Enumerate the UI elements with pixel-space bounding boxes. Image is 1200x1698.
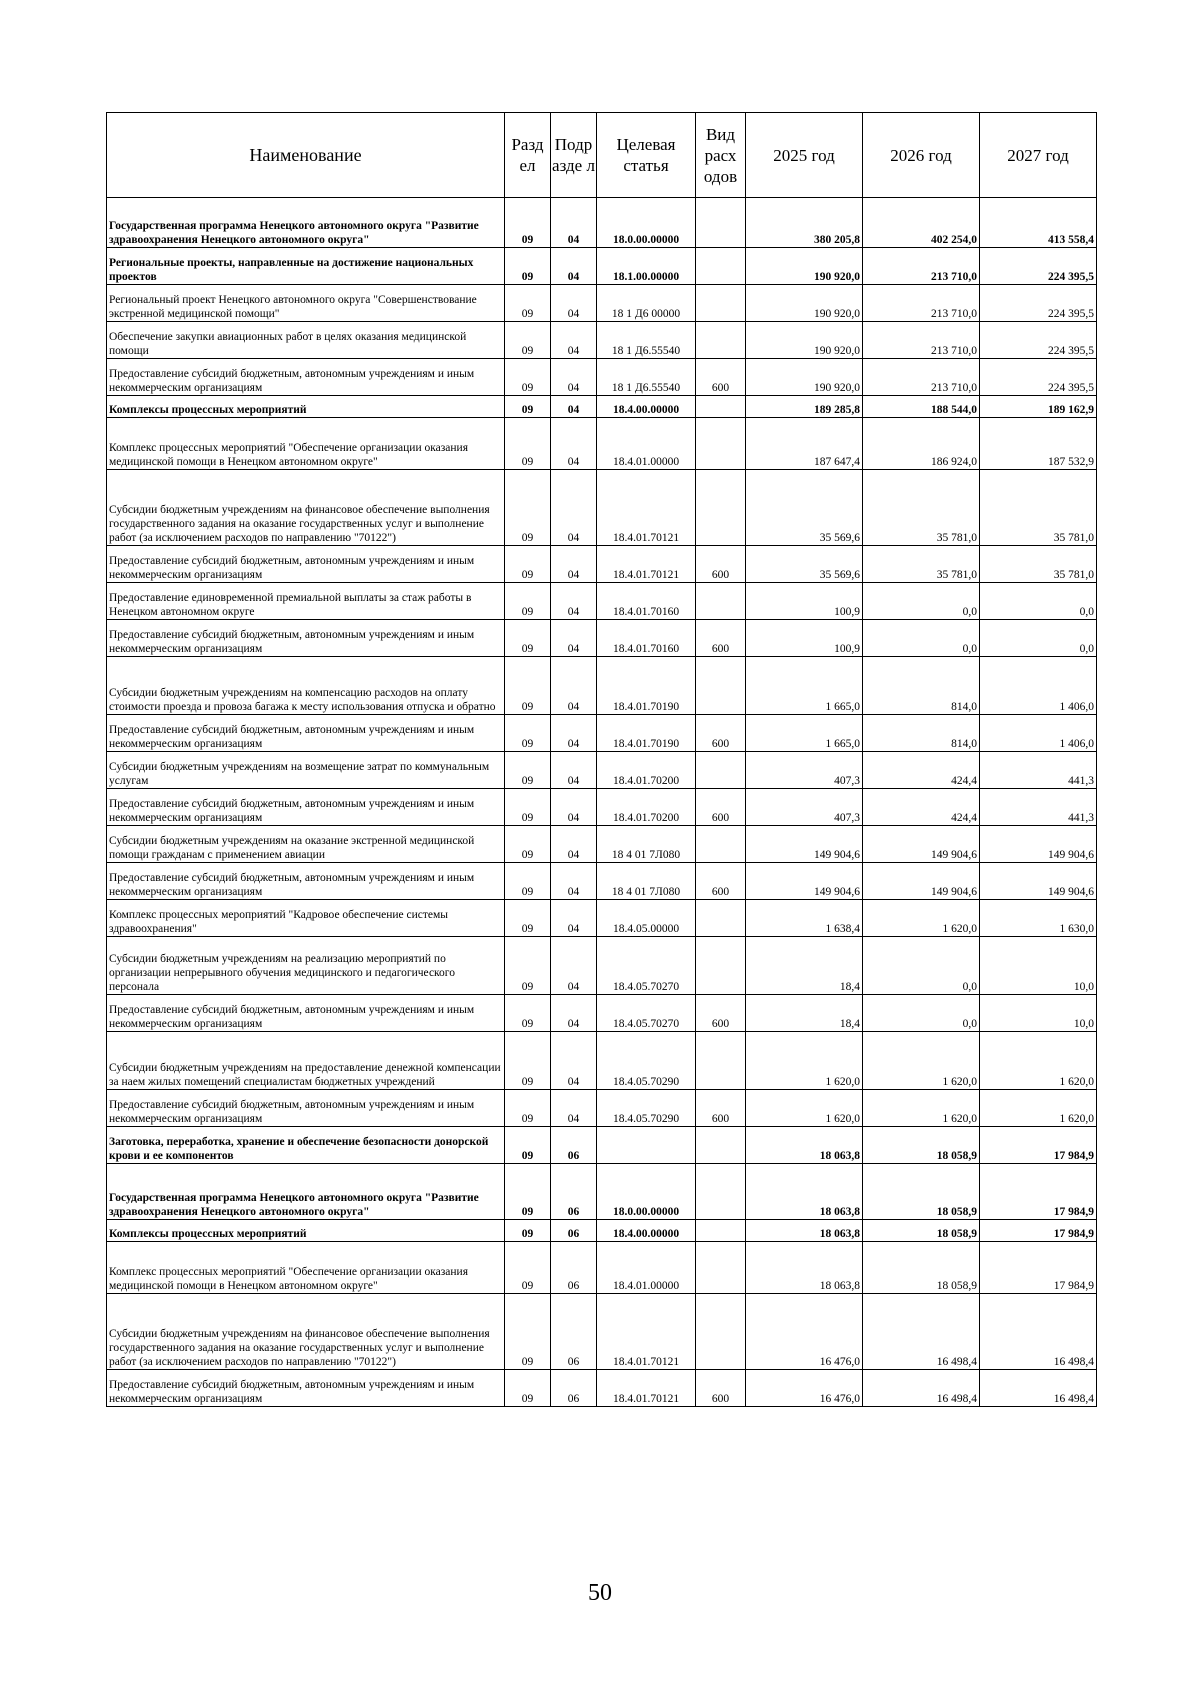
cell-name: Обеспечение закупки авиационных работ в целях оказания медицинской помощи: [107, 322, 505, 359]
cell-article: 18.4.05.00000: [597, 900, 696, 937]
cell-2027: 1 620,0: [980, 1090, 1097, 1127]
cell-section: 09: [505, 359, 551, 396]
cell-subsection: 06: [551, 1242, 597, 1294]
cell-2025: 18 063,8: [746, 1127, 863, 1164]
cell-kind: 600: [696, 1090, 746, 1127]
table-row: [107, 620, 1097, 657]
cell-article: 18.4.01.70121: [597, 546, 696, 583]
cell-kind: [696, 583, 746, 620]
cell-section: 09: [505, 863, 551, 900]
cell-kind: [696, 657, 746, 715]
cell-article: 18.4.01.70121: [597, 1294, 696, 1370]
cell-2026: 188 544,0: [863, 396, 980, 418]
cell-name: Предоставление единовременной премиальной выплаты за стаж работы в Ненецком автономном округе: [107, 583, 505, 620]
cell-name: Предоставление субсидий бюджетным, автономным учреждениям и иным некоммерческим организациям: [107, 863, 505, 900]
cell-2027: 441,3: [980, 789, 1097, 826]
cell-2027: 17 984,9: [980, 1164, 1097, 1220]
cell-subsection: 04: [551, 826, 597, 863]
cell-2025: 1 665,0: [746, 657, 863, 715]
cell-section: 09: [505, 322, 551, 359]
cell-2025: 35 569,6: [746, 546, 863, 583]
cell-kind: 600: [696, 359, 746, 396]
header-kind: Вид расх одов: [696, 113, 746, 198]
cell-subsection: 04: [551, 715, 597, 752]
cell-section: 09: [505, 1164, 551, 1220]
cell-2026: 18 058,9: [863, 1127, 980, 1164]
cell-2027: 16 498,4: [980, 1294, 1097, 1370]
cell-subsection: 04: [551, 583, 597, 620]
cell-name: Комплекс процессных мероприятий "Кадровое обеспечение системы здравоохранения": [107, 900, 505, 937]
cell-kind: 600: [696, 789, 746, 826]
cell-article: 18.4.01.70190: [597, 715, 696, 752]
cell-2027: 1 620,0: [980, 1032, 1097, 1090]
cell-section: 09: [505, 752, 551, 789]
table-row: [107, 1090, 1097, 1127]
cell-2025: 35 569,6: [746, 470, 863, 546]
cell-subsection: 04: [551, 937, 597, 995]
table-row: [107, 715, 1097, 752]
cell-2026: 213 710,0: [863, 322, 980, 359]
cell-2026: 149 904,6: [863, 826, 980, 863]
table-row: [107, 322, 1097, 359]
cell-2026: 814,0: [863, 715, 980, 752]
cell-subsection: 04: [551, 418, 597, 470]
cell-2027: 17 984,9: [980, 1127, 1097, 1164]
cell-article: 18.4.05.70290: [597, 1032, 696, 1090]
cell-kind: 600: [696, 995, 746, 1032]
cell-2027: 35 781,0: [980, 470, 1097, 546]
cell-subsection: 04: [551, 248, 597, 285]
cell-section: 09: [505, 937, 551, 995]
cell-name: Предоставление субсидий бюджетным, автономным учреждениям и иным некоммерческим организациям: [107, 1370, 505, 1407]
cell-article: 18 4 01 7Л080: [597, 826, 696, 863]
cell-2025: 149 904,6: [746, 863, 863, 900]
cell-2027: 187 532,9: [980, 418, 1097, 470]
cell-name: Субсидии бюджетным учреждениям на компенсацию расходов на оплату стоимости проезда и провоза багажа к месту использования отпуска и обратно: [107, 657, 505, 715]
cell-article: 18.4.01.70121: [597, 470, 696, 546]
cell-2026: 1 620,0: [863, 1032, 980, 1090]
cell-2025: 18 063,8: [746, 1220, 863, 1242]
cell-2025: 16 476,0: [746, 1370, 863, 1407]
cell-section: 09: [505, 900, 551, 937]
cell-2025: 190 920,0: [746, 285, 863, 322]
cell-2025: 18,4: [746, 995, 863, 1032]
table-row: [107, 396, 1097, 418]
cell-kind: [696, 248, 746, 285]
cell-2027: 17 984,9: [980, 1242, 1097, 1294]
cell-subsection: 04: [551, 470, 597, 546]
cell-2027: 0,0: [980, 620, 1097, 657]
cell-2026: 0,0: [863, 583, 980, 620]
cell-2025: 1 638,4: [746, 900, 863, 937]
cell-2025: 1 620,0: [746, 1090, 863, 1127]
cell-section: 09: [505, 418, 551, 470]
cell-section: 09: [505, 396, 551, 418]
budget-table: [106, 112, 1097, 1407]
cell-kind: [696, 1127, 746, 1164]
cell-subsection: 04: [551, 285, 597, 322]
cell-name: Предоставление субсидий бюджетным, автономным учреждениям и иным некоммерческим организациям: [107, 546, 505, 583]
cell-kind: [696, 198, 746, 248]
cell-article: 18.4.01.00000: [597, 418, 696, 470]
cell-name: Заготовка, переработка, хранение и обеспечение безопасности донорской крови и ее компонентов: [107, 1127, 505, 1164]
cell-section: 09: [505, 1294, 551, 1370]
table-row: [107, 359, 1097, 396]
cell-section: 09: [505, 285, 551, 322]
cell-subsection: 04: [551, 863, 597, 900]
cell-2027: 10,0: [980, 937, 1097, 995]
table-row: [107, 1164, 1097, 1220]
cell-article: 18.4.05.70270: [597, 995, 696, 1032]
cell-article: 18.4.01.70190: [597, 657, 696, 715]
cell-subsection: 04: [551, 995, 597, 1032]
cell-2027: 224 395,5: [980, 359, 1097, 396]
cell-2026: 35 781,0: [863, 470, 980, 546]
cell-article: 18.4.05.70270: [597, 937, 696, 995]
cell-2025: 100,9: [746, 620, 863, 657]
table-row: [107, 1242, 1097, 1294]
cell-kind: [696, 285, 746, 322]
cell-kind: [696, 1294, 746, 1370]
cell-article: 18 4 01 7Л080: [597, 863, 696, 900]
cell-section: 09: [505, 1220, 551, 1242]
cell-2025: 18 063,8: [746, 1242, 863, 1294]
cell-subsection: 06: [551, 1294, 597, 1370]
cell-2026: 814,0: [863, 657, 980, 715]
header-2026: 2026 год: [863, 113, 980, 198]
cell-kind: [696, 396, 746, 418]
cell-2027: 10,0: [980, 995, 1097, 1032]
cell-2025: 16 476,0: [746, 1294, 863, 1370]
cell-2025: 100,9: [746, 583, 863, 620]
cell-name: Предоставление субсидий бюджетным, автономным учреждениям и иным некоммерческим организациям: [107, 789, 505, 826]
cell-subsection: 04: [551, 1090, 597, 1127]
cell-article: 18.0.00.00000: [597, 198, 696, 248]
cell-subsection: 04: [551, 359, 597, 396]
header-subsection: Подр азде л: [551, 113, 597, 198]
header-name: Наименование: [107, 113, 505, 198]
table-row: [107, 752, 1097, 789]
cell-kind: [696, 937, 746, 995]
cell-2025: 190 920,0: [746, 359, 863, 396]
cell-2026: 1 620,0: [863, 1090, 980, 1127]
cell-name: Предоставление субсидий бюджетным, автономным учреждениям и иным некоммерческим организациям: [107, 715, 505, 752]
header-article: Целевая статья: [597, 113, 696, 198]
cell-section: 09: [505, 657, 551, 715]
cell-2027: 413 558,4: [980, 198, 1097, 248]
cell-name: Предоставление субсидий бюджетным, автономным учреждениям и иным некоммерческим организациям: [107, 1090, 505, 1127]
page-number: 50: [588, 1580, 612, 1606]
cell-kind: [696, 470, 746, 546]
cell-section: 09: [505, 1242, 551, 1294]
cell-section: 09: [505, 1090, 551, 1127]
cell-section: 09: [505, 248, 551, 285]
cell-2026: 35 781,0: [863, 546, 980, 583]
cell-article: 18.4.00.00000: [597, 1220, 696, 1242]
cell-section: 09: [505, 546, 551, 583]
cell-name: Предоставление субсидий бюджетным, автономным учреждениям и иным некоммерческим организациям: [107, 620, 505, 657]
cell-2026: 18 058,9: [863, 1220, 980, 1242]
cell-name: Региональный проект Ненецкого автономного округа "Совершенствование экстренной медицинской помощи": [107, 285, 505, 322]
cell-name: Комплексы процессных мероприятий: [107, 1220, 505, 1242]
cell-article: 18.4.00.00000: [597, 396, 696, 418]
cell-name: Предоставление субсидий бюджетным, автономным учреждениям и иным некоммерческим организациям: [107, 359, 505, 396]
cell-2027: 16 498,4: [980, 1370, 1097, 1407]
cell-kind: [696, 322, 746, 359]
cell-subsection: 04: [551, 620, 597, 657]
cell-name: Субсидии бюджетным учреждениям на возмещение затрат по коммунальным услугам: [107, 752, 505, 789]
cell-section: 09: [505, 1032, 551, 1090]
cell-2027: 1 406,0: [980, 715, 1097, 752]
table-row: [107, 1294, 1097, 1370]
cell-2025: 187 647,4: [746, 418, 863, 470]
cell-2026: 149 904,6: [863, 863, 980, 900]
cell-name: Комплексы процессных мероприятий: [107, 396, 505, 418]
cell-kind: [696, 752, 746, 789]
cell-name: Субсидии бюджетным учреждениям на реализацию мероприятий по организации непрерывного обучения медицинского и педагогического персонала: [107, 937, 505, 995]
header-2027: 2027 год: [980, 113, 1097, 198]
cell-2025: 18,4: [746, 937, 863, 995]
table-row: [107, 418, 1097, 470]
cell-kind: [696, 418, 746, 470]
cell-article: 18.1.00.00000: [597, 248, 696, 285]
cell-2026: 0,0: [863, 620, 980, 657]
table-row: [107, 863, 1097, 900]
cell-subsection: 04: [551, 1032, 597, 1090]
table-row: [107, 995, 1097, 1032]
table-row: [107, 826, 1097, 863]
cell-2025: 407,3: [746, 789, 863, 826]
cell-name: Субсидии бюджетным учреждениям на финансовое обеспечение выполнения государственного задания на оказание государственных услуг и выполнение работ (за исключением расходов по направлению "70122"): [107, 470, 505, 546]
cell-2027: 35 781,0: [980, 546, 1097, 583]
cell-article: 18 1 Д6.55540: [597, 359, 696, 396]
cell-subsection: 04: [551, 396, 597, 418]
cell-2026: 0,0: [863, 995, 980, 1032]
cell-section: 09: [505, 198, 551, 248]
cell-subsection: 04: [551, 657, 597, 715]
table-header-row: [107, 113, 1097, 198]
cell-2027: 224 395,5: [980, 248, 1097, 285]
cell-2026: 18 058,9: [863, 1242, 980, 1294]
cell-subsection: 06: [551, 1127, 597, 1164]
cell-2026: 1 620,0: [863, 900, 980, 937]
cell-kind: [696, 1220, 746, 1242]
cell-2026: 16 498,4: [863, 1370, 980, 1407]
cell-subsection: 04: [551, 322, 597, 359]
cell-name: Субсидии бюджетным учреждениям на предоставление денежной компенсации за наем жилых помещений специалистам бюджетных учреждений: [107, 1032, 505, 1090]
cell-section: 09: [505, 620, 551, 657]
cell-article: 18.4.01.70200: [597, 752, 696, 789]
cell-2026: 18 058,9: [863, 1164, 980, 1220]
cell-article: 18.4.01.70160: [597, 620, 696, 657]
table-row: [107, 583, 1097, 620]
cell-2027: 149 904,6: [980, 826, 1097, 863]
table-row: [107, 546, 1097, 583]
cell-2027: 224 395,5: [980, 285, 1097, 322]
cell-kind: [696, 1164, 746, 1220]
cell-2027: 189 162,9: [980, 396, 1097, 418]
cell-name: Предоставление субсидий бюджетным, автономным учреждениям и иным некоммерческим организациям: [107, 995, 505, 1032]
table-row: [107, 1127, 1097, 1164]
cell-kind: 600: [696, 546, 746, 583]
cell-article: 18.4.01.70200: [597, 789, 696, 826]
cell-kind: [696, 1242, 746, 1294]
cell-section: 09: [505, 826, 551, 863]
cell-2027: 1 630,0: [980, 900, 1097, 937]
cell-name: Комплекс процессных мероприятий "Обеспечение организации оказания медицинской помощи в Ненецком автономном округе": [107, 418, 505, 470]
table-row: [107, 657, 1097, 715]
cell-kind: 600: [696, 620, 746, 657]
cell-subsection: 06: [551, 1370, 597, 1407]
cell-2025: 190 920,0: [746, 248, 863, 285]
cell-section: 09: [505, 789, 551, 826]
cell-subsection: 04: [551, 900, 597, 937]
table-row: [107, 1370, 1097, 1407]
cell-2027: 17 984,9: [980, 1220, 1097, 1242]
cell-article: 18 1 Д6 00000: [597, 285, 696, 322]
table-row: [107, 937, 1097, 995]
table-body: [107, 198, 1097, 1407]
cell-2026: 213 710,0: [863, 359, 980, 396]
cell-2027: 224 395,5: [980, 322, 1097, 359]
cell-section: 09: [505, 1127, 551, 1164]
cell-2025: 407,3: [746, 752, 863, 789]
cell-kind: [696, 900, 746, 937]
cell-kind: [696, 826, 746, 863]
cell-2027: 0,0: [980, 583, 1097, 620]
cell-2026: 424,4: [863, 789, 980, 826]
cell-article: [597, 1127, 696, 1164]
cell-subsection: 06: [551, 1164, 597, 1220]
cell-article: 18.4.01.00000: [597, 1242, 696, 1294]
table-row: [107, 470, 1097, 546]
cell-2026: 213 710,0: [863, 248, 980, 285]
cell-2027: 149 904,6: [980, 863, 1097, 900]
cell-2025: 18 063,8: [746, 1164, 863, 1220]
cell-name: Государственная программа Ненецкого автономного округа "Развитие здравоохранения Ненецкого автономного округа": [107, 198, 505, 248]
cell-article: 18 1 Д6.55540: [597, 322, 696, 359]
cell-section: 09: [505, 583, 551, 620]
cell-article: 18.4.05.70290: [597, 1090, 696, 1127]
cell-2025: 189 285,8: [746, 396, 863, 418]
cell-2026: 16 498,4: [863, 1294, 980, 1370]
cell-subsection: 06: [551, 1220, 597, 1242]
cell-kind: 600: [696, 715, 746, 752]
table-row: [107, 198, 1097, 248]
cell-2026: 402 254,0: [863, 198, 980, 248]
table-row: [107, 248, 1097, 285]
cell-section: 09: [505, 1370, 551, 1407]
cell-section: 09: [505, 995, 551, 1032]
cell-2026: 186 924,0: [863, 418, 980, 470]
cell-subsection: 04: [551, 546, 597, 583]
table-row: [107, 789, 1097, 826]
cell-2025: 190 920,0: [746, 322, 863, 359]
cell-article: 18.4.01.70121: [597, 1370, 696, 1407]
cell-section: 09: [505, 470, 551, 546]
cell-name: Субсидии бюджетным учреждениям на финансовое обеспечение выполнения государственного задания на оказание государственных услуг и выполнение работ (за исключением расходов по направлению "70122"): [107, 1294, 505, 1370]
cell-2026: 0,0: [863, 937, 980, 995]
cell-kind: [696, 1032, 746, 1090]
header-section: Разд ел: [505, 113, 551, 198]
cell-kind: 600: [696, 1370, 746, 1407]
cell-2026: 213 710,0: [863, 285, 980, 322]
cell-2026: 424,4: [863, 752, 980, 789]
cell-name: Комплекс процессных мероприятий "Обеспечение организации оказания медицинской помощи в Ненецком автономном округе": [107, 1242, 505, 1294]
table-row: [107, 900, 1097, 937]
cell-name: Субсидии бюджетным учреждениям на оказание экстренной медицинской помощи гражданам с применением авиации: [107, 826, 505, 863]
cell-2025: 149 904,6: [746, 826, 863, 863]
cell-subsection: 04: [551, 789, 597, 826]
cell-article: 18.0.00.00000: [597, 1164, 696, 1220]
cell-subsection: 04: [551, 198, 597, 248]
cell-name: Государственная программа Ненецкого автономного округа "Развитие здравоохранения Ненецкого автономного округа": [107, 1164, 505, 1220]
cell-section: 09: [505, 715, 551, 752]
cell-2027: 441,3: [980, 752, 1097, 789]
cell-2025: 380 205,8: [746, 198, 863, 248]
table-row: [107, 1032, 1097, 1090]
cell-kind: 600: [696, 863, 746, 900]
cell-article: 18.4.01.70160: [597, 583, 696, 620]
cell-name: Региональные проекты, направленные на достижение национальных проектов: [107, 248, 505, 285]
cell-2027: 1 406,0: [980, 657, 1097, 715]
header-2025: 2025 год: [746, 113, 863, 198]
cell-2025: 1 620,0: [746, 1032, 863, 1090]
table-row: [107, 285, 1097, 322]
cell-subsection: 04: [551, 752, 597, 789]
table-row: [107, 1220, 1097, 1242]
cell-2025: 1 665,0: [746, 715, 863, 752]
